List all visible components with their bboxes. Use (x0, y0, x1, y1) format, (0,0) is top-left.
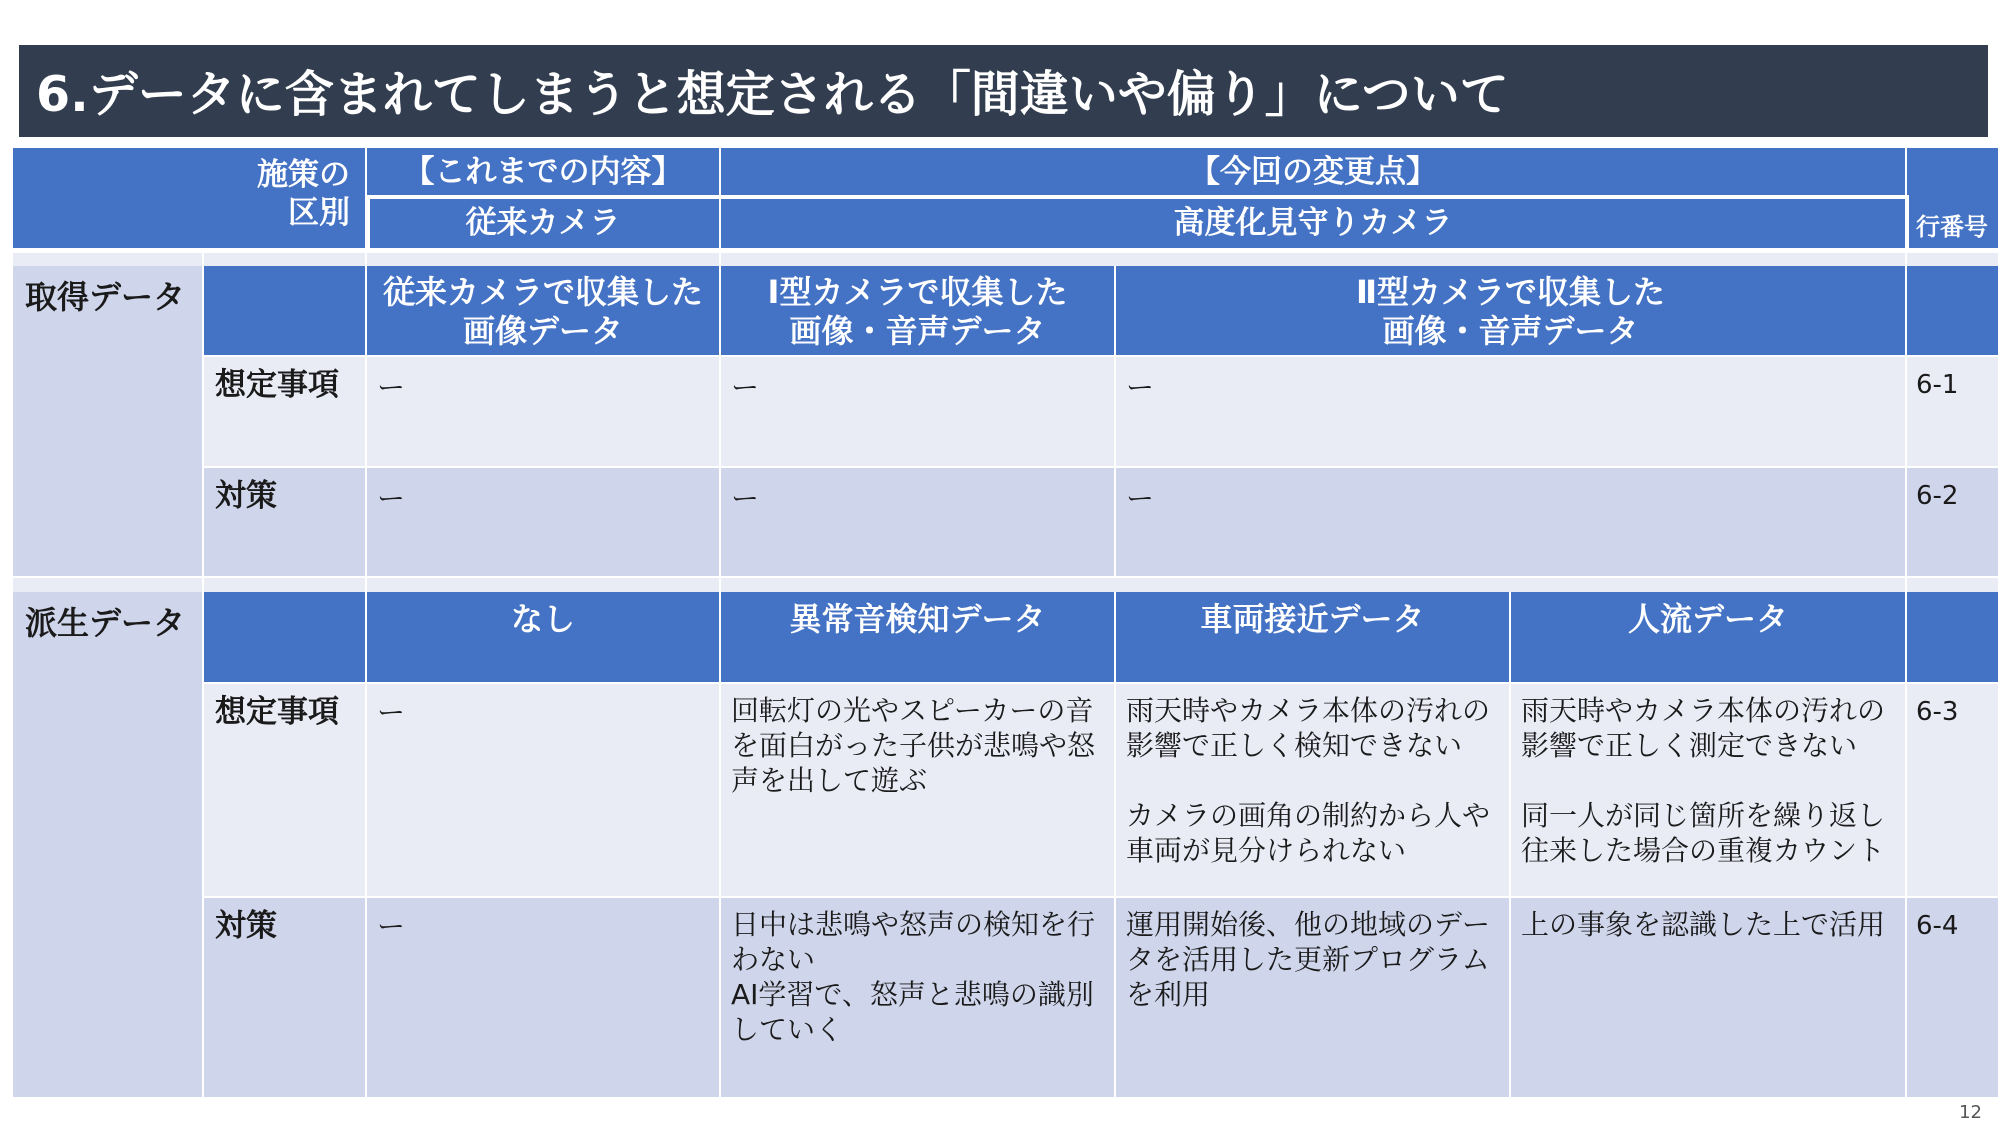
derived-header-blank (203, 592, 366, 683)
acquired-col-conventional: 従来カメラで収集した 画像データ (366, 266, 720, 356)
derived-section-label: 派生データ (13, 592, 203, 1097)
derived-row-assumption-label: 想定事項 (203, 683, 366, 897)
acquired-row-measure-label: 対策 (203, 467, 366, 577)
gap-band-1 (13, 252, 1998, 266)
grid-line (13, 576, 1998, 578)
acquired-row-measure-cell: ー (720, 467, 1115, 577)
derived-col-abnormal-sound: 異常音検知データ (720, 592, 1115, 683)
conventional-camera-header: 従来カメラ (366, 197, 720, 248)
derived-row-measure-label: 対策 (203, 897, 366, 1097)
page-number: 12 (1959, 1102, 1982, 1123)
row-number-6-3: 6-3 (1906, 683, 1998, 897)
acquired-col-type2: Ⅱ型カメラで収集した 画像・音声データ (1115, 266, 1906, 356)
grid-line (1509, 592, 1511, 1097)
page-title: 6.データに含まれてしまうと想定される「間違いや偏り」について (19, 45, 1988, 137)
grid-line (203, 355, 1998, 357)
acquired-col-type1: Ⅰ型カメラで収集した 画像・音声データ (720, 266, 1115, 356)
grid-line (13, 251, 1998, 253)
acquired-row-measure-cell: ー (366, 467, 720, 577)
derived-col-none: なし (366, 592, 720, 683)
advanced-camera-header: 高度化見守りカメラ (720, 197, 1906, 248)
grid-line (1114, 592, 1116, 1097)
derived-row-assumption-cell: ー (366, 683, 720, 897)
row-number-6-4: 6-4 (1906, 897, 1998, 1097)
acquired-row-measure-cell: ー (1115, 467, 1906, 577)
acquired-section-label: 取得データ (13, 266, 203, 577)
row-number-header: 行番号 (1906, 148, 1998, 248)
grid-line (365, 148, 367, 1097)
gap-band-2 (13, 577, 1998, 592)
grid-line (202, 252, 204, 1097)
grid-line (203, 466, 1998, 468)
acquired-row-assumption-cell: ー (720, 356, 1115, 467)
grid-line (203, 682, 1998, 684)
derived-row-measure-cell: 日中は悲鳴や怒声の検知を行わない AI学習で、怒声と悲鳴の識別していく (720, 897, 1115, 1097)
derived-row-measure-cell: ー (366, 897, 720, 1097)
grid-line (719, 148, 721, 1097)
previous-content-header: 【これまでの内容】 (366, 148, 720, 197)
derived-row-assumption-cell: 雨天時やカメラ本体の汚れの影響で正しく測定できない 同一人が同じ箇所を繰り返し往来した場合の重複カウント (1510, 683, 1906, 897)
derived-row-measure-cell: 上の事象を認識した上で活用 (1510, 897, 1906, 1097)
acquired-row-assumption-cell: ー (366, 356, 720, 467)
acquired-row-assumption-label: 想定事項 (203, 356, 366, 467)
derived-row-measure-cell: 運用開始後、他の地域のデータを活用した更新プログラムを利用 (1115, 897, 1510, 1097)
derived-row-assumption-cell: 雨天時やカメラ本体の汚れの影響で正しく検知できない カメラの画角の制約から人や車両が見分けられない (1115, 683, 1510, 897)
row-number-6-1: 6-1 (1906, 356, 1998, 467)
derived-col-people-flow: 人流データ (1510, 592, 1906, 683)
change-points-header: 【今回の変更点】 (720, 148, 1906, 197)
acquired-row-assumption-cell: ー (1115, 356, 1906, 467)
acquired-header-blank (203, 266, 366, 356)
derived-row-assumption-cell: 回転灯の光やスピーカーの音を面白がった子供が悲鳴や怒声を出して遊ぶ (720, 683, 1115, 897)
row-number-6-2: 6-2 (1906, 467, 1998, 577)
grid-line (1905, 148, 1907, 1097)
grid-line (203, 896, 1998, 898)
derived-col-vehicle-approach: 車両接近データ (1115, 592, 1510, 683)
derived-header-num-blank (1906, 592, 1998, 683)
classification-header: 施策の 区別 (13, 148, 366, 248)
grid-line (1114, 266, 1116, 577)
acquired-header-num-blank (1906, 266, 1998, 356)
